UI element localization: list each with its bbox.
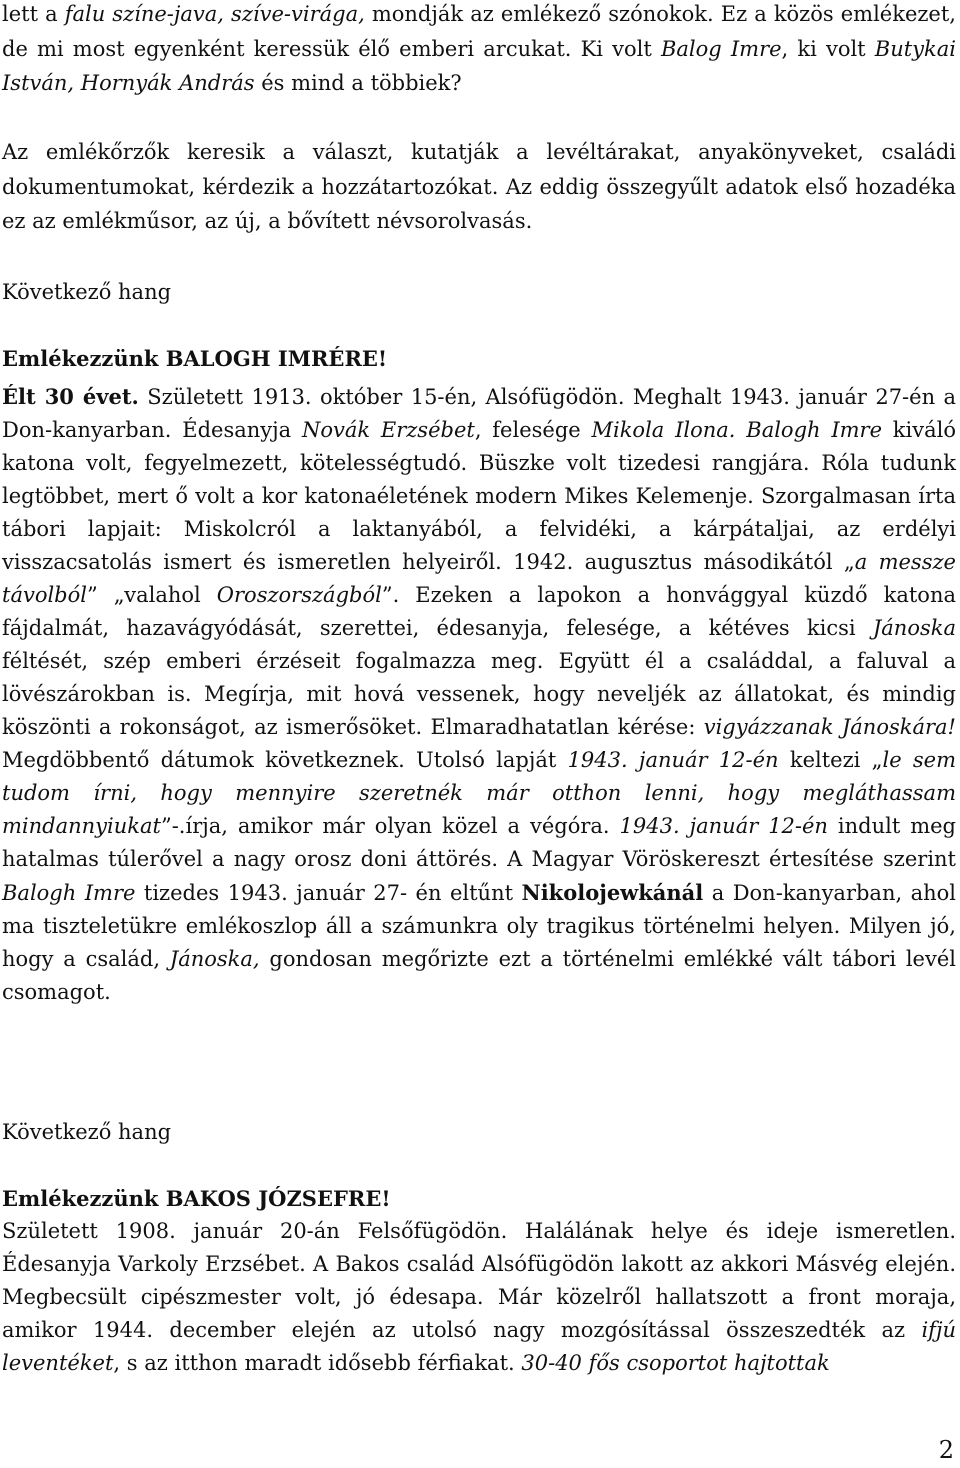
intro-paragraph (2, 0, 956, 101)
section-body-bakos (2, 1215, 956, 1380)
italic-text-run: Oroszországból (216, 583, 382, 607)
text-run: kiváló katona volt, fegyelmezett, kötelességtudó. Büszke volt tizedesi rangjára. Róla tudunk legtöbbet, mert ő volt a kor katonaéletének modern Mikes Kelemenje. Szorgalmasan írta tábori lapjait: Miskolcról a laktanyából, a felvidéki, a kárpátaljai, az erdélyi visszacsatolás ismert és ismeretlen helyeiről. 1942. augusztus másodikától „ (2, 418, 956, 574)
next-voice-cue: Következő hang (2, 280, 172, 304)
italic-text-run: vigyázzanak Jánoskára! (703, 715, 956, 739)
italic-text-run: 30-40 fős csoportot hajtottak (521, 1351, 830, 1375)
italic-text-run: Balog Imre (660, 36, 782, 61)
text-run: mondják az emlékező szónokok. Ez a közös emlékezet, de mi most egyenként keressük élő emberi arcukat. Ki volt (2, 2, 956, 61)
italic-text-run: Balogh Imre (2, 881, 136, 905)
text-run: a Don-kanyarban, ahol ma tiszteletükre emlékoszlop áll a számunkra oly tragikus történelmi helyen. Milyen jó, hogy a család, (2, 881, 957, 971)
section-heading-balogh: Emlékezzünk BALOGH IMRÉRE! (2, 346, 388, 371)
text-run: ”-.írja, amikor már olyan közel a végóra. (160, 814, 620, 838)
text-run: Született 1913. október 15-én, Alsófügödön. Meghalt 1943. január 27-én a Don-kanyarban. Édesanyja (2, 385, 956, 442)
text-run: féltését, szép emberi érzéseit fogalmazza meg. Együtt él a családdal, a faluval a lövészárokban is. Megírja, mit hová vessenek, hogy neveljék az állatokat, és mindig köszönti a rokonságot, az ismerősöket. Elmaradhatatlan kérése: (2, 649, 956, 739)
bold-text-run: Nikolojewkánál (521, 880, 704, 905)
text-run: ”. Ezeken a lapokon a honvággyal küzdő katona fájdalmát, hazavágyódását, szerettei, édesanyja, felesége, a kétéves kicsi (2, 583, 956, 640)
italic-text-run: Jánoska (872, 616, 956, 640)
text-run: és mind a többiek? (254, 71, 462, 96)
text-run: indult meg hatalmas túlerővel a nagy orosz doni áttörés. A Magyar Vöröskereszt értesítése szerint (2, 814, 957, 871)
italic-text-run: 1943. január 12-én (619, 814, 828, 838)
italic-text-run: ifjú leventéket (2, 1318, 956, 1375)
italic-text-run: le sem tudom írni, hogy mennyire szeretnék már otthon lenni, hogy megláthassam mindannyiukat (2, 748, 956, 838)
italic-text-run: 1943. január 12-én (567, 748, 779, 772)
text-run: tizedes 1943. január 27- én eltűnt (135, 881, 522, 905)
italic-text-run: a messze távolból (2, 550, 956, 607)
text-run: ” „valahol (86, 583, 217, 607)
text-run: Született 1908. január 20-án Felsőfügödön. Halálának helye és ideje ismeretlen. Édesanyja Varkoly Erzsébet. A Bakos család Alsófügödön lakott az akkori Másvég elején. Megbecsült cipészmester volt, jó édesapa. Már közelről hallatszott a front moraja, amikor 1944. december elején az utolsó nagy mozgósítással összeszedték az (2, 1219, 956, 1342)
italic-text-run: Novák Erzsébet (301, 418, 475, 442)
italic-text-run: Jánoska, (169, 947, 260, 971)
section-body-balogh (2, 380, 956, 1009)
italic-text-run: falu színe-java, szíve-virága, (64, 2, 365, 26)
text-run: keltezi „ (778, 748, 883, 772)
page-number: 2 (938, 1436, 954, 1464)
section-heading-bakos: Emlékezzünk BAKOS JÓZSEFRE! (2, 1186, 391, 1211)
bold-text-run: Élt 30 évet. (2, 384, 139, 409)
text-run: , felesége (474, 418, 592, 442)
italic-text-run: Mikola Ilona. (591, 418, 736, 442)
text-run: lett a (2, 2, 65, 26)
next-voice-cue-2: Következő hang (2, 1120, 172, 1144)
intro-paragraph-2: Az emlékőrzők keresik a választ, kutatják a levéltárakat, anyakönyveket, családi dokumentumokat, kérdezik a hozzátartozókat. Az eddig összegyűlt adatok első hozadéka ez az emlékműsor, az új, a bővített névsorolvasás. (2, 140, 956, 234)
italic-text-run: Balogh Imre (746, 418, 883, 442)
text-run: Megdöbbentő dátumok következnek. Utolsó lapját (2, 748, 568, 772)
text-run: , s az itthon maradt idősebb férfiakat. (113, 1351, 522, 1375)
text-run: , ki volt (781, 36, 875, 61)
text-run: gondosan megőrizte ezt a történelmi emlékké vált tábori levél csomagot. (2, 947, 956, 1004)
text-run (735, 418, 746, 442)
italic-text-run: Butykai István, Hornyák András (2, 36, 956, 96)
